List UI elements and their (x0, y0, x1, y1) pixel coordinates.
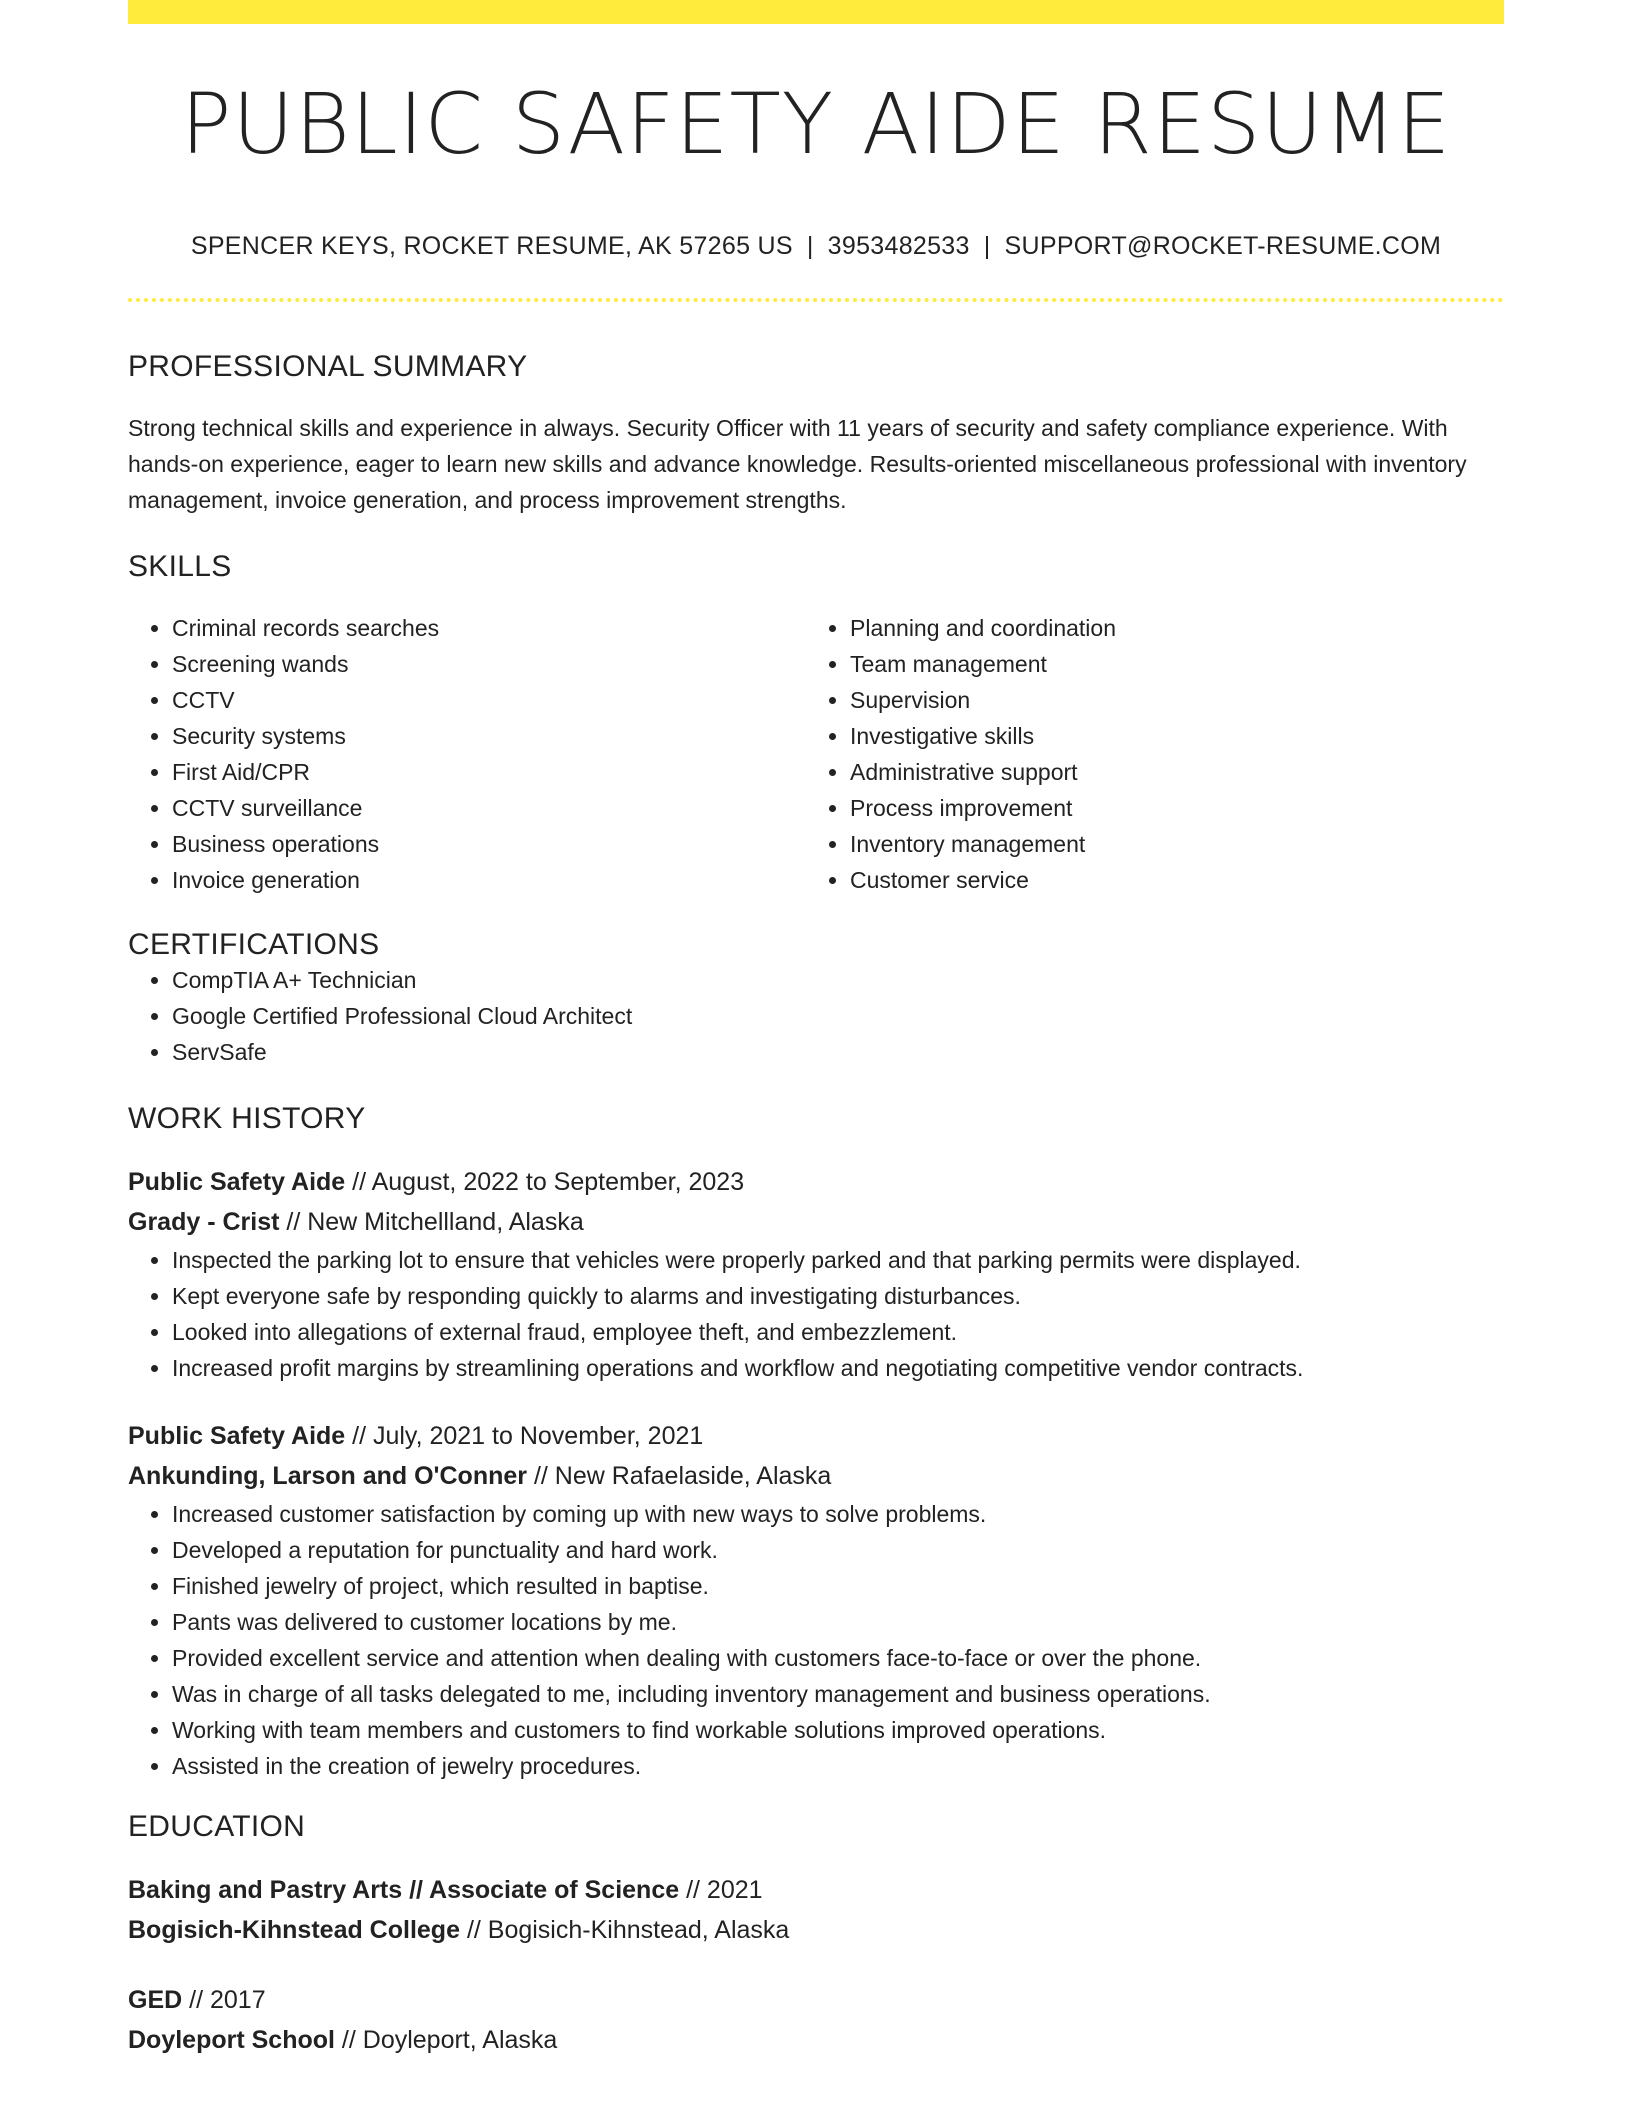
education-entry (128, 1870, 1504, 1950)
education-year: // 2017 (189, 1986, 266, 2014)
certifications-list (128, 962, 1504, 1070)
skill-item: • Business operations (172, 826, 806, 862)
education-school-line (128, 2020, 1504, 2060)
job-duty: • Was in charge of all tasks delegated to me, including inventory management and business operations. (172, 1676, 1504, 1712)
certification-item: • Google Certified Professional Cloud Architect (172, 998, 1504, 1034)
job-duties-list (128, 1496, 1504, 1784)
contact-address: SPENCER KEYS, ROCKET RESUME, AK 57265 US (190, 232, 793, 260)
skill-item: • Process improvement (850, 790, 1484, 826)
skill-item: • Planning and coordination (850, 610, 1484, 646)
skill-item: • CCTV surveillance (172, 790, 806, 826)
contact-line (128, 232, 1504, 261)
skill-item: • Administrative support (850, 754, 1484, 790)
job-duty: • Pants was delivered to customer locations by me. (172, 1604, 1504, 1640)
job-location: // New Rafaelaside, Alaska (533, 1462, 832, 1490)
skills-left-column (128, 610, 806, 898)
job-duty: • Assisted in the creation of jewelry procedures. (172, 1748, 1504, 1784)
header-divider (128, 298, 1504, 302)
certification-item: • ServSafe (172, 1034, 1504, 1070)
job-duty: • Developed a reputation for punctuality and hard work. (172, 1532, 1504, 1568)
job-company-line (128, 1456, 1504, 1496)
job-title: Public Safety Aide (128, 1422, 346, 1450)
education-location: // Doyleport, Alaska (341, 2026, 558, 2054)
skill-item: • Screening wands (172, 646, 806, 682)
job-duty: • Finished jewelry of project, which resulted in baptise. (172, 1568, 1504, 1604)
job-entry (128, 1162, 1504, 1386)
skill-item: • First Aid/CPR (172, 754, 806, 790)
contact-separator: | (806, 232, 814, 260)
education-school: Doyleport School (128, 2026, 335, 2054)
education-heading: EDUCATION (128, 1810, 306, 1843)
job-title: Public Safety Aide (128, 1168, 346, 1196)
job-duty: • Working with team members and customers to find workable solutions improved operations. (172, 1712, 1504, 1748)
work-history-heading: WORK HISTORY (128, 1102, 366, 1135)
education-school: Bogisich-Kihnstead College (128, 1916, 460, 1944)
job-company-line (128, 1202, 1504, 1242)
skill-item: • Customer service (850, 862, 1484, 898)
job-company: Grady - Crist (128, 1208, 280, 1236)
skills-heading: SKILLS (128, 550, 232, 583)
skill-item: • Team management (850, 646, 1484, 682)
certification-item: • CompTIA A+ Technician (172, 962, 1504, 998)
job-dates: // July, 2021 to November, 2021 (352, 1422, 704, 1450)
job-title-line (128, 1162, 1504, 1202)
skill-item: • Criminal records searches (172, 610, 806, 646)
skill-item: • CCTV (172, 682, 806, 718)
top-accent-bar (128, 0, 1504, 24)
contact-separator: | (983, 232, 991, 260)
skills-grid (128, 610, 1504, 898)
education-year: // 2021 (686, 1876, 763, 1904)
job-title-line (128, 1416, 1504, 1456)
skill-item: • Security systems (172, 718, 806, 754)
resume-title: PUBLIC SAFETY AIDE RESUME (180, 75, 1452, 173)
job-duty: • Inspected the parking lot to ensure that vehicles were properly parked and that parking permits were displayed. (172, 1242, 1504, 1278)
contact-email[interactable]: SUPPORT@ROCKET-RESUME.COM (1004, 232, 1442, 260)
education-degree: Baking and Pastry Arts // Associate of Science (128, 1876, 680, 1904)
resume-page (128, 0, 1504, 2060)
skill-item: • Inventory management (850, 826, 1484, 862)
skill-item: • Invoice generation (172, 862, 806, 898)
education-degree-line (128, 1980, 1504, 2020)
job-location: // New Mitchellland, Alaska (286, 1208, 584, 1236)
summary-heading: PROFESSIONAL SUMMARY (128, 350, 528, 383)
skill-item: • Investigative skills (850, 718, 1484, 754)
education-entry (128, 1980, 1504, 2060)
certifications-heading: CERTIFICATIONS (128, 928, 380, 961)
contact-phone: 3953482533 (827, 232, 970, 260)
education-degree: GED (128, 1986, 183, 2014)
education-location: // Bogisich-Kihnstead, Alaska (466, 1916, 790, 1944)
skills-right-column (806, 610, 1484, 898)
job-duty: • Kept everyone safe by responding quickly to alarms and investigating disturbances. (172, 1278, 1504, 1314)
summary-text: Strong technical skills and experience in always. Security Officer with 11 years of security and safety compliance experience. With hands-on experience, eager to learn new skills and advance knowledge. Results-oriented miscellaneous professional with inventory management, invoice generation, and process improvement strengths. (128, 415, 1467, 513)
job-duty: • Increased customer satisfaction by coming up with new ways to solve problems. (172, 1496, 1504, 1532)
job-duty: • Increased profit margins by streamlining operations and workflow and negotiating competitive vendor contracts. (172, 1350, 1504, 1386)
job-duty: • Looked into allegations of external fraud, employee theft, and embezzlement. (172, 1314, 1504, 1350)
education-school-line (128, 1910, 1504, 1950)
skill-item: • Supervision (850, 682, 1484, 718)
job-entry (128, 1416, 1504, 1784)
job-duty: • Provided excellent service and attention when dealing with customers face-to-face or over the phone. (172, 1640, 1504, 1676)
education-degree-line (128, 1870, 1504, 1910)
job-dates: // August, 2022 to September, 2023 (352, 1168, 745, 1196)
job-duties-list (128, 1242, 1504, 1386)
job-company: Ankunding, Larson and O'Conner (128, 1462, 527, 1490)
